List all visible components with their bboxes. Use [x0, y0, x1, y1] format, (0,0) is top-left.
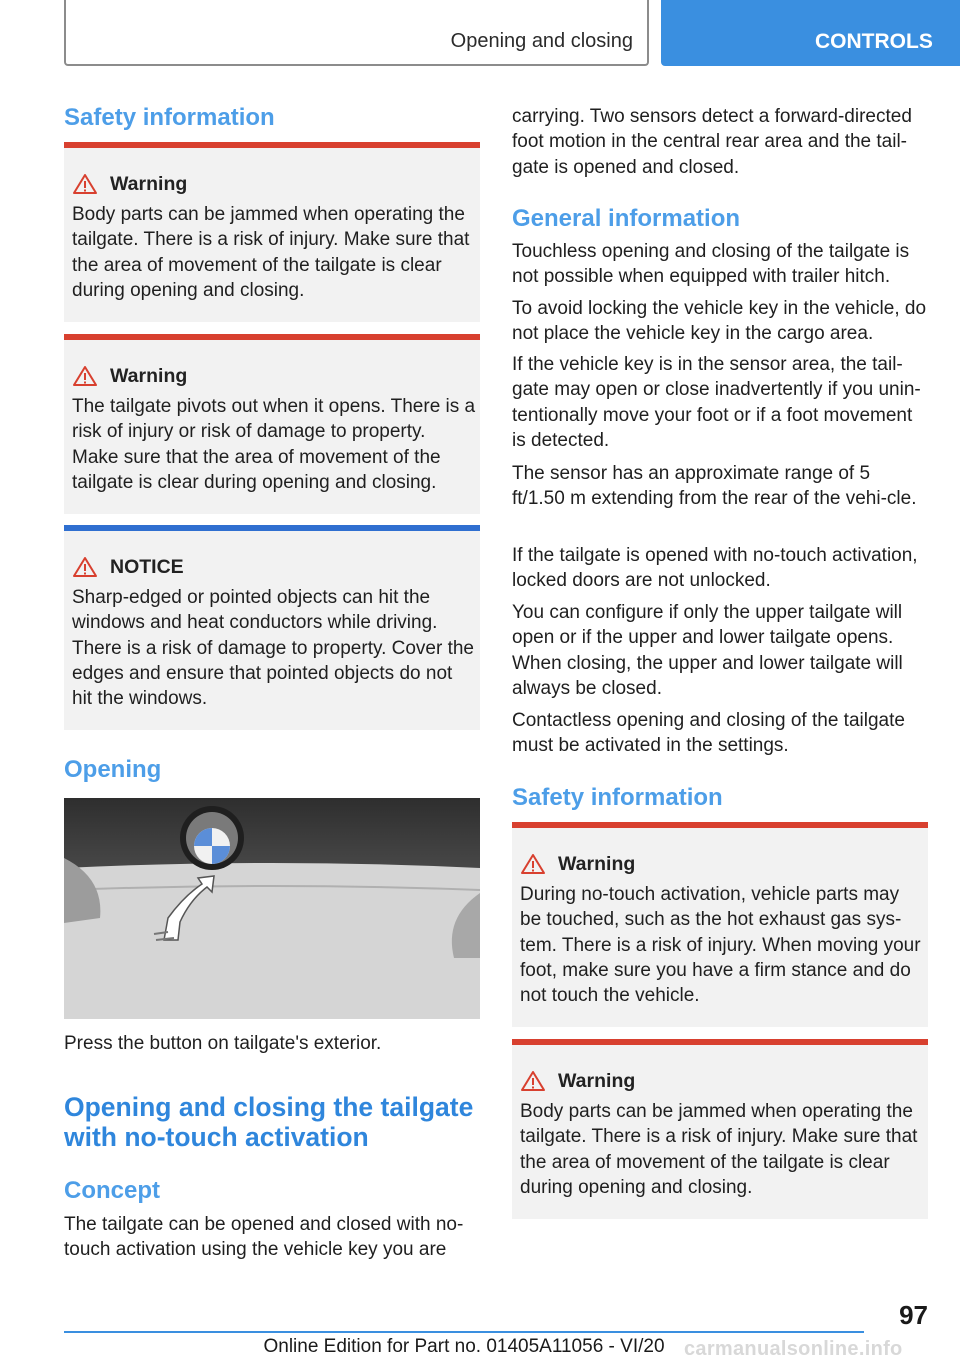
- warning-box: [64, 334, 480, 514]
- heading-safety-information: Safety information: [64, 104, 275, 131]
- warning-triangle-icon: [72, 173, 98, 195]
- notice-triangle-icon: [72, 556, 98, 578]
- heading-general-information: General information: [512, 205, 741, 232]
- watermark: carmanualsonline.info: [684, 1338, 903, 1360]
- header-chapter-title: CONTROLS: [815, 30, 933, 53]
- general-paragraph: To avoid locking the vehicle key in the vehicle, do not place the vehicle key in the cargo area.: [512, 298, 927, 345]
- general-paragraph: Contactless opening and closing of the tailgate must be activated in the settings.: [512, 710, 905, 757]
- warning-title: Warning: [110, 364, 188, 387]
- warning-box: [64, 142, 480, 322]
- header-section-tab: [64, 0, 649, 66]
- warning-triangle-icon: [520, 1070, 546, 1092]
- heading-no-touch-activation: Opening and closing the tailgate with no-touch activation: [64, 1092, 474, 1152]
- concept-text-continued: carrying. Two sensors detect a forward-directed foot motion in the central rear area and the tail-gate is opened and closed.: [512, 106, 912, 178]
- header-chapter-tab: [661, 0, 960, 66]
- warning-title: Warning: [110, 172, 188, 195]
- tailgate-button-illustration: [64, 798, 480, 1019]
- notice-title: NOTICE: [110, 555, 184, 578]
- heading-safety-information: Safety information: [512, 784, 723, 811]
- notice-text: Sharp-edged or pointed objects can hit the windows and heat conductors while driving. There is a risk of damage to property. Cover the edges and ensure that pointed objects do not hit the windows.: [72, 587, 474, 710]
- heading-concept: Concept: [64, 1177, 160, 1204]
- opening-caption: Press the button on tailgate's exterior.: [64, 1033, 382, 1054]
- header-section-title: Opening and closing: [450, 30, 633, 52]
- page-number: 97: [899, 1300, 928, 1330]
- general-paragraph: Touchless opening and closing of the tailgate is not possible when equipped with trailer hitch.: [512, 241, 910, 288]
- warning-bar: [512, 822, 928, 828]
- warning-text: Body parts can be jammed when operating the tailgate. There is a risk of injury. Make sure that the area of movement of the tailgate is clear during opening and closing.: [72, 204, 470, 301]
- footer-divider: [64, 1331, 864, 1333]
- warning-bar: [64, 142, 480, 148]
- general-paragraph: If the vehicle key is in the sensor area, the tail-gate may open or close inadvertently if you unin-tentionally move your foot or if a foot movement is detected.: [512, 354, 921, 451]
- concept-text: The tailgate can be opened and closed with no-touch activation using the vehicle key you are: [64, 1214, 464, 1261]
- general-paragraph: The sensor has an approximate range of 5 ft/1.50 m extending from the rear of the vehi-cle.: [512, 463, 917, 510]
- heading-opening: Opening: [64, 756, 162, 783]
- tailgate-illustration-image: [64, 798, 480, 1019]
- warning-bar: [512, 1039, 928, 1045]
- warning-triangle-icon: [72, 365, 98, 387]
- warning-title: Warning: [558, 852, 636, 875]
- general-paragraph: You can configure if only the upper tailgate will open or if the upper and lower tailgate opens. When closing, the upper and lower tailgate will always be closed.: [512, 602, 903, 699]
- warning-bar: [64, 334, 480, 340]
- footer-edition: Online Edition for Part no. 01405A11056 - VI/20: [263, 1336, 665, 1357]
- warning-box: [512, 822, 928, 1027]
- warning-text: Body parts can be jammed when operating the tailgate. There is a risk of injury. Make sure that the area of movement of the tailgate is clear during opening and closing.: [520, 1101, 918, 1198]
- notice-box: [64, 525, 480, 730]
- warning-title: Warning: [558, 1069, 636, 1092]
- warning-box: [512, 1039, 928, 1219]
- warning-text: The tailgate pivots out when it opens. There is a risk of injury or risk of damage to property. Make sure that the area of movement of the tailgate is clear during opening and closing.: [72, 396, 476, 493]
- notice-bar: [64, 525, 480, 531]
- warning-text: During no-touch activation, vehicle parts may be touched, such as the hot exhaust gas sys-tem. There is a risk of injury. When moving your foot, make sure you have a firm stance and do not touch the vehicle.: [520, 884, 921, 1007]
- general-paragraph: If the tailgate is opened with no-touch activation, locked doors are not unlocked.: [512, 545, 918, 592]
- warning-triangle-icon: [520, 853, 546, 875]
